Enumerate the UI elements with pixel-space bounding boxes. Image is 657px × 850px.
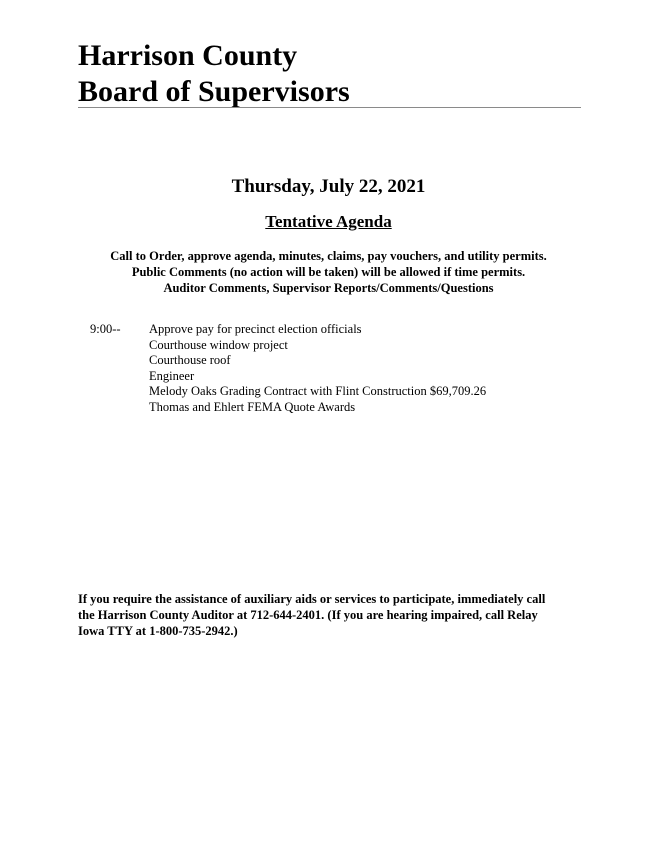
document-header <box>78 38 581 110</box>
county-name: Harrison County <box>78 39 298 72</box>
agenda-item: Melody Oaks Grading Contract with Flint Construction $69,709.26 <box>149 384 487 398</box>
notice-line: Iowa TTY at 1-800-735-2942.) <box>78 624 238 638</box>
notice-line: the Harrison County Auditor at 712-644-2401. (If you are hearing impaired, call Relay <box>78 608 538 622</box>
board-name: Board of Supervisors <box>78 75 350 108</box>
schedule-time: 9:00-- <box>90 322 121 336</box>
note-line: Call to Order, approve agenda, minutes, claims, pay vouchers, and utility permits. <box>110 249 547 263</box>
note-line: Public Comments (no action will be taken) will be allowed if time permits. <box>131 265 526 279</box>
notice-line: If you require the assistance of auxiliary aids or services to participate, immediately call <box>78 592 546 606</box>
accessibility-notice <box>78 591 578 639</box>
note-line: Auditor Comments, Supervisor Reports/Comments/Questions <box>163 281 494 295</box>
agenda-item: Engineer <box>149 368 195 383</box>
header-divider <box>78 107 581 108</box>
agenda-notes <box>0 248 657 296</box>
agenda-item: Courthouse roof <box>149 353 231 367</box>
schedule-items <box>149 322 486 415</box>
agenda-item: Approve pay for precinct election officials <box>149 322 362 336</box>
agenda-item: Thomas and Ehlert FEMA Quote Awards <box>149 399 356 414</box>
agenda-title: Tentative Agenda <box>265 212 392 231</box>
agenda-item: Courthouse window project <box>149 337 288 352</box>
meeting-date: Thursday, July 22, 2021 <box>231 176 426 197</box>
